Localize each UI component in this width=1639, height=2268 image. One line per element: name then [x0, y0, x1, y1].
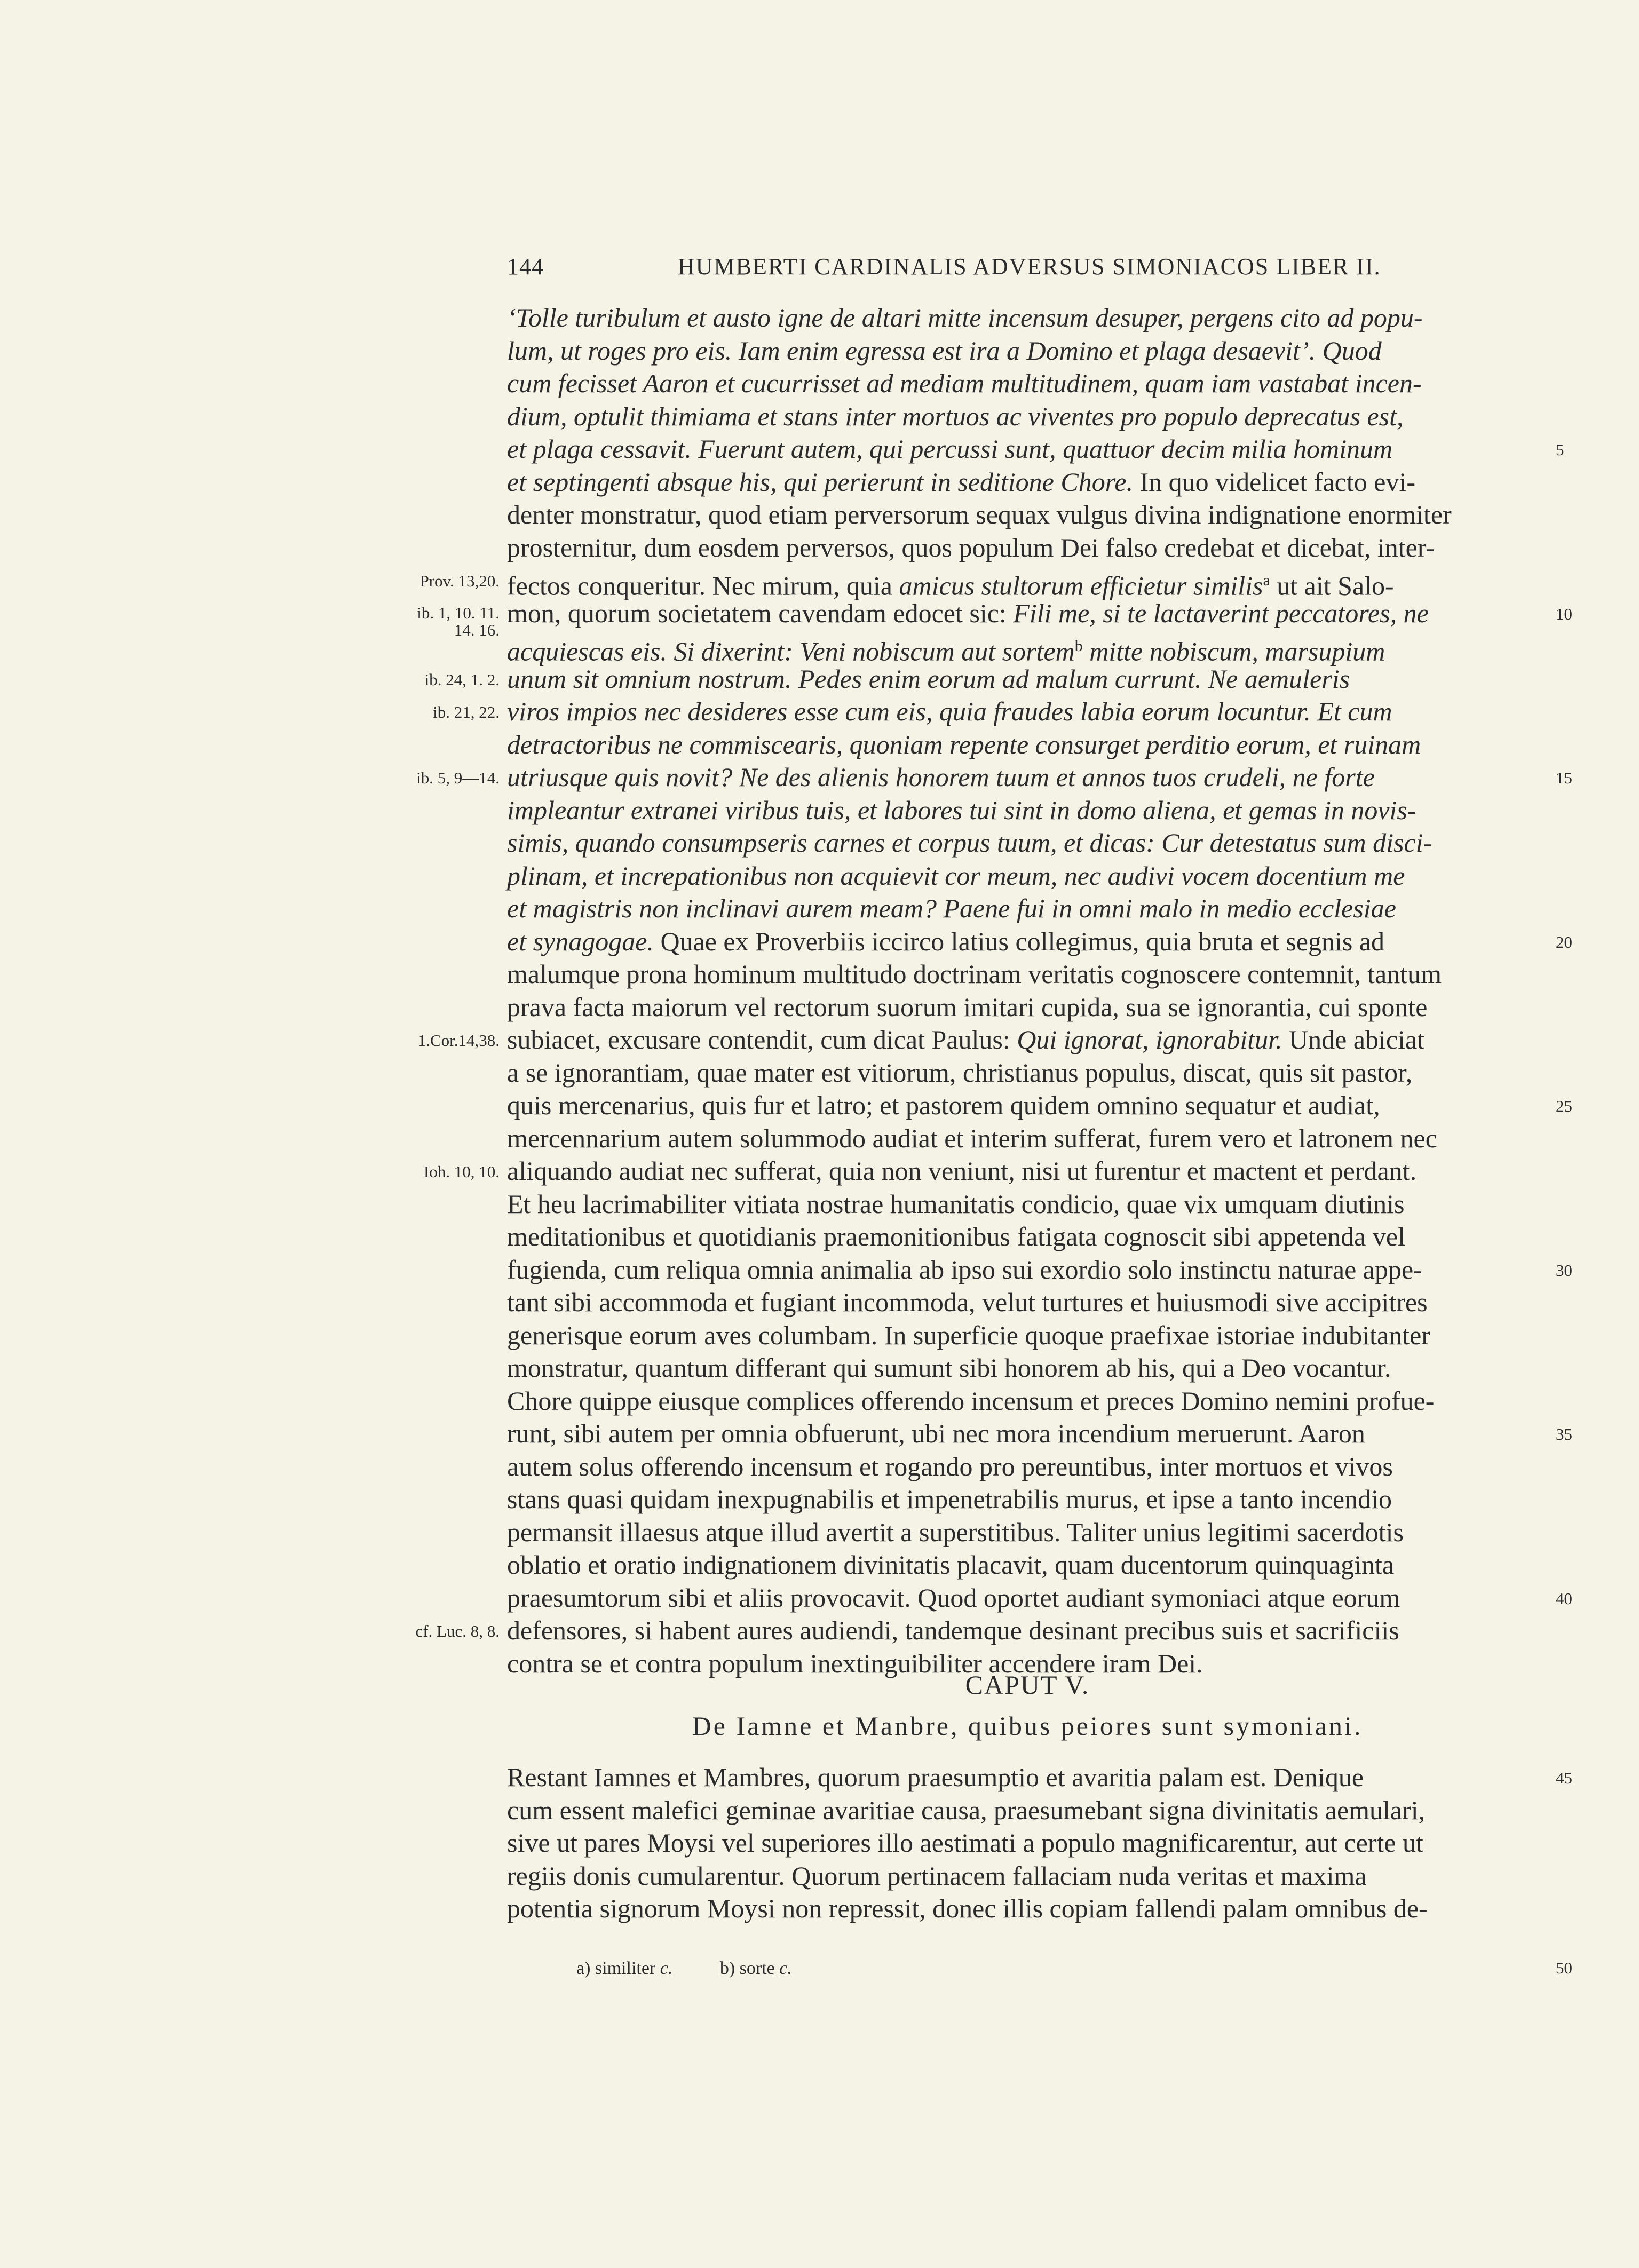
text-line: et magistris non inclinavi aurem meam? Paene fui in omni malo in medio ecclesiae — [507, 893, 1396, 923]
text-line: et plaga cessavit. Fuerunt autem, qui percussi sunt, quattuor decim milia hominum — [507, 434, 1393, 464]
text-line: meditationibus et quotidianis praemonitionibus fatigata cognoscit sibi appetenda vel — [507, 1222, 1405, 1251]
footnote-a: a) similiter — [576, 1958, 656, 1978]
text-line: et septingenti absque his, qui perierunt in seditione Chore. In quo videlicet facto evi- — [507, 466, 1415, 497]
margin-reference: Ioh. 10, 10. — [423, 1162, 500, 1181]
footnotes — [576, 1958, 792, 1979]
text-line: lum, ut roges pro eis. Iam enim egressa est ira a Domino et plaga desaevit’. Quod — [507, 335, 1382, 366]
text-line: tant sibi accommoda et fugiant incommoda, velut turtures et huiusmodi sive accipitres — [507, 1287, 1428, 1317]
text-line: sive ut pares Moysi vel superiores illo aestimati a populo magnificarentur, aut certe ut — [507, 1828, 1423, 1858]
text-line: monstratur, quantum differant qui sumunt sibi honorem ab his, qui a Deo vocantur. — [507, 1353, 1391, 1383]
text-line: contra se et contra populum inextinguibiliter accendere iram Dei. — [507, 1648, 1203, 1678]
page-number: 144 — [507, 253, 544, 280]
line-number: 5 — [1556, 440, 1564, 459]
text-line: quis mercenarius, quis fur et latro; et pastorem quidem omnino sequatur et audiat, — [507, 1090, 1380, 1120]
text-line: unum sit omnium nostrum. Pedes enim eorum ad malum currunt. Ne aemuleris — [507, 663, 1350, 694]
text-line: autem solus offerendo incensum et rogando pro pereuntibus, inter mortuos et vivos — [507, 1451, 1393, 1481]
line-number: 40 — [1556, 1589, 1572, 1608]
margin-reference: cf. Luc. 8, 8. — [415, 1622, 500, 1640]
text-line: fectos conqueritur. Nec mirum, quia amicus stultorum efficietur similis$^a$ ut ait Salo- — [507, 570, 1394, 601]
text-line: stans quasi quidam inexpugnabilis et impenetrabilis murus, et ipse a tanto incendio — [507, 1484, 1392, 1514]
line-number: 35 — [1556, 1425, 1572, 1444]
text-line: impleantur extranei viribus tuis, et labores tui sint in domo aliena, et gemas in novis- — [507, 795, 1416, 825]
text-line: cum essent malefici geminae avaritiae causa, praesumebant signa divinitatis aemulari, — [507, 1795, 1426, 1825]
margin-reference: Prov. 13,20. — [419, 572, 500, 590]
text-line: denter monstratur, quod etiam perversorum sequax vulgus divina indignatione enormiter — [507, 499, 1452, 529]
text-line: cum fecisset Aaron et cucurrisset ad mediam multitudinem, quam iam vastabat incen- — [507, 368, 1422, 398]
footnote-b: b) sorte — [719, 1958, 775, 1978]
line-number: 30 — [1556, 1260, 1572, 1280]
chapter-heading: CAPUT V. — [965, 1670, 1090, 1700]
text-line: prosternitur, dum eosdem perversos, quos populum Dei falso credebat et dicebat, inter- — [507, 532, 1435, 562]
text-line: aliquando audiat nec sufferat, quia non veniunt, nisi ut furentur et mactent et perdant. — [507, 1156, 1417, 1186]
text-line: potentia signorum Moysi non repressit, donec illis copiam fallendi palam omnibus de- — [507, 1893, 1428, 1923]
line-number: 25 — [1556, 1097, 1572, 1115]
text-line: permansit illaesus atque illud avertit a superstitibus. Taliter unius legitimi sacerdotis — [507, 1517, 1404, 1547]
text-line: ‘Tolle turibulum et austo igne de altari mitte incensum desuper, pergens cito ad popu- — [507, 303, 1423, 332]
text-line: Restant Iamnes et Mambres, quorum praesumptio et avaritia palam est. Denique — [507, 1762, 1364, 1792]
text-line: mercennarium autem solummodo audiat et interim sufferat, furem vero et latronem nec — [507, 1123, 1437, 1153]
text-line: simis, quando consumpseris carnes et corpus tuum, et dicas: Cur detestatus sum disci- — [507, 828, 1432, 858]
text-line: et synagogae. Quae ex Proverbiis iccirco latius collegimus, quia bruta et segnis ad — [507, 926, 1385, 956]
margin-reference: 1.Cor.14,38. — [417, 1031, 500, 1050]
line-number: 10 — [1556, 604, 1572, 623]
text-line: detractoribus ne commiscearis, quoniam repente consurget perditio eorum, et ruinam — [507, 729, 1421, 759]
line-number: 15 — [1556, 768, 1572, 787]
margin-reference: ib. 5, 9—14. — [416, 768, 500, 787]
text-line: viros impios nec desideres esse cum eis, quia fraudes labia eorum locuntur. Et cum — [507, 696, 1392, 726]
text-line: fugienda, cum reliqua omnia animalia ab ipso sui exordio solo instinctu naturae appe- — [507, 1254, 1422, 1284]
text-line: subiacet, excusare contendit, cum dicat Paulus: Qui ignorat, ignorabitur. Unde abiciat — [507, 1025, 1425, 1054]
text-line: acquiescas eis. Si dixerint: Veni nobiscum aut sortem$^b$ mitte nobiscum, marsupium — [507, 636, 1385, 667]
margin-reference: ib. 21, 22. — [433, 703, 500, 721]
line-number: 45 — [1556, 1769, 1572, 1787]
margin-reference: ib. 1, 10. 11. 14. 16. — [417, 603, 500, 639]
running-header — [507, 253, 1553, 285]
chapter-subtitle: De Iamne et Manbre, quibus peiores sunt symoniani. — [692, 1711, 1363, 1741]
text-line: malumque prona hominum multitudo doctrinam veritatis cognoscere contemnit, tantum — [507, 959, 1442, 989]
margin-reference: ib. 24, 1. 2. — [424, 670, 500, 689]
text-line: generisque eorum aves columbam. In superficie quoque praefixae istoriae indubitanter — [507, 1320, 1430, 1350]
text-line: Et heu lacrimabiliter vitiata nostrae humanitatis condicio, quae vix umquam diutinis — [507, 1188, 1405, 1219]
text-line: Chore quippe eiusque complices offerendo incensum et preces Domino nemini profue- — [507, 1385, 1435, 1416]
line-number: 50 — [1556, 1958, 1572, 1977]
text-line: defensores, si habent aures audiendi, tandemque desinant precibus suis et sacrificiis — [507, 1615, 1399, 1645]
text-line: runt, sibi autem per omnia obfuerunt, ubi nec mora incendium meruerunt. Aaron — [507, 1418, 1365, 1448]
text-line: utriusque quis novit? Ne des alienis honorem tuum et annos tuos crudeli, ne forte — [507, 762, 1375, 792]
text-line: dium, optulit thimiama et stans inter mortuos ac viventes pro populo deprecatus est, — [507, 401, 1404, 431]
text-line: mon, quorum societatem cavendam edocet sic: Fili me, si te lactaverint peccatores, ne — [507, 598, 1429, 628]
text-line: plinam, et increpationibus non acquievit cor meum, nec audivi vocem docentium me — [507, 860, 1405, 891]
line-number: 20 — [1556, 932, 1572, 951]
running-title: HUMBERTI CARDINALIS ADVERSUS SIMONIACOS LIBER II. — [678, 253, 1381, 280]
text-line: oblatio et oratio indignationem divinitatis placavit, quam ducentorum quinquaginta — [507, 1550, 1395, 1580]
text-line: a se ignorantiam, quae mater est vitiorum, christianus populus, discat, quis sit pastor, — [507, 1057, 1413, 1088]
text-line: prava facta maiorum vel rectorum suorum imitari cupida, sua se ignorantia, cui sponte — [507, 992, 1428, 1022]
text-line: regiis donis cumularentur. Quorum pertinacem fallaciam nuda veritas et maxima — [507, 1860, 1367, 1891]
footnote-b-source: c. — [779, 1958, 792, 1978]
footnote-a-source: c. — [660, 1958, 673, 1978]
text-line: praesumtorum sibi et aliis provocavit. Quod oportet audiant symoniaci atque eorum — [507, 1582, 1400, 1613]
